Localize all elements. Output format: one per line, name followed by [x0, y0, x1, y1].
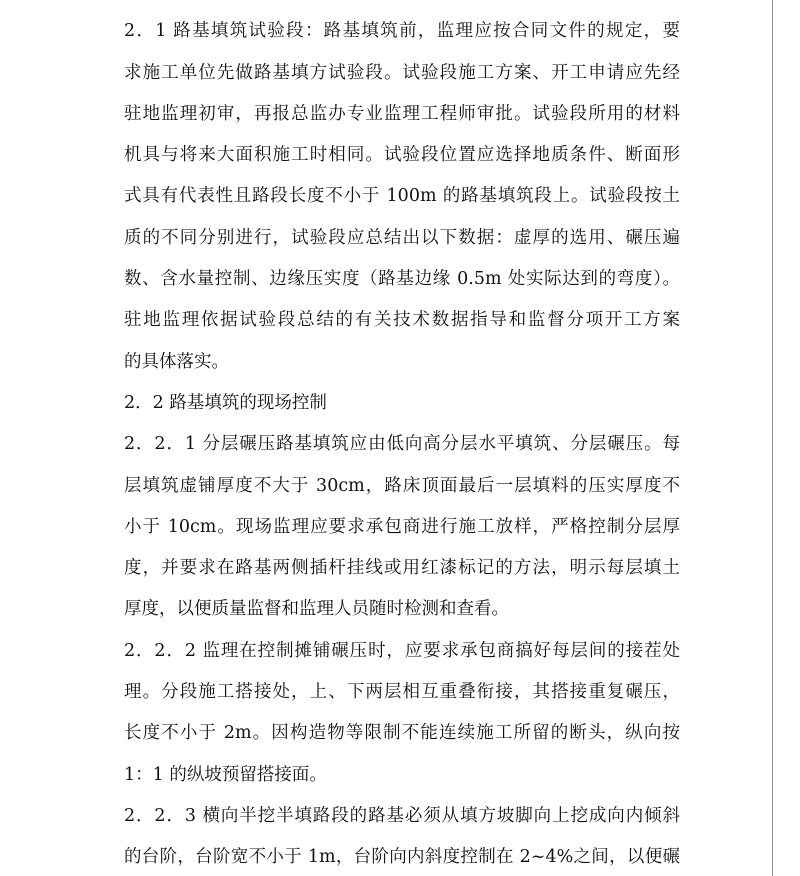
- paragraph-line: 驻地监理初审，再报总监办专业监理工程师审批。试验段所用的材料: [124, 103, 680, 124]
- paragraph-line: 2．2．1 分层碾压路基填筑应由低向高分层水平填筑、分层碾压。每: [124, 434, 680, 455]
- paragraph-line: 度，并要求在路基两侧插杆挂线或用红漆标记的方法，明示每层填土: [124, 558, 680, 579]
- section-heading-partial: [124, 0, 680, 11]
- paragraph-line: 2．2．3 横向半挖半填路段的路基必须从填方坡脚向上挖成向内倾斜: [124, 805, 680, 826]
- paragraph-line: 1：1 的纵坡预留搭接面。: [124, 764, 327, 785]
- paragraph-line: 式具有代表性且路段长度不小于 100m 的路基填筑段上。试验段按土: [124, 186, 680, 207]
- paragraph-line: 驻地监理依据试验段总结的有关技术数据指导和监督分项开工方案: [124, 310, 680, 331]
- paragraph-line: 质的不同分别进行，试验段应总结出以下数据：虚厚的选用、碾压遍: [124, 227, 680, 248]
- paragraph-line: 2．1 路基填筑试验段：路基填筑前，监理应按合同文件的规定，要: [124, 21, 680, 42]
- page-edge-divider: [772, 0, 773, 876]
- paragraph-line: 层填筑虚铺厚度不大于 30cm，路床顶面最后一层填料的压实厚度不: [124, 475, 680, 496]
- paragraph-line: 小于 10cm。现场监理应要求承包商进行施工放样，严格控制分层厚: [124, 516, 680, 537]
- paragraph-line: 2．2．2 监理在控制摊铺碾压时，应要求承包商搞好每层间的接茬处: [124, 640, 680, 661]
- paragraph-line: 的台阶，台阶宽不小于 1m，台阶向内斜度控制在 2~4%之间，以便碾: [124, 847, 680, 868]
- paragraph-line: 数、含水量控制、边缘压实度（路基边缘 0.5m 处实际达到的弯度）。: [124, 269, 680, 290]
- paragraph-line: 求施工单位先做路基填方试验段。试验段施工方案、开工申请应先经: [124, 62, 680, 83]
- paragraph-line: 厚度，以便质量监督和监理人员随时检测和查看。: [124, 599, 509, 620]
- paragraph-line: 理。分段施工搭接处，上、下两层相互重叠衔接，其搭接重复碾压，: [124, 682, 680, 703]
- document-body: [124, 0, 680, 876]
- subsection-heading: 2．2 路基填筑的现场控制: [124, 392, 327, 413]
- paragraph-line: 的具体落实。: [124, 351, 229, 372]
- paragraph-line: 长度不小于 2m。因构造物等限制不能连续施工所留的断头，纵向按: [124, 723, 680, 744]
- paragraph-line: 机具与将来大面积施工时相同。试验段位置应选择地质条件、断面形: [124, 145, 680, 166]
